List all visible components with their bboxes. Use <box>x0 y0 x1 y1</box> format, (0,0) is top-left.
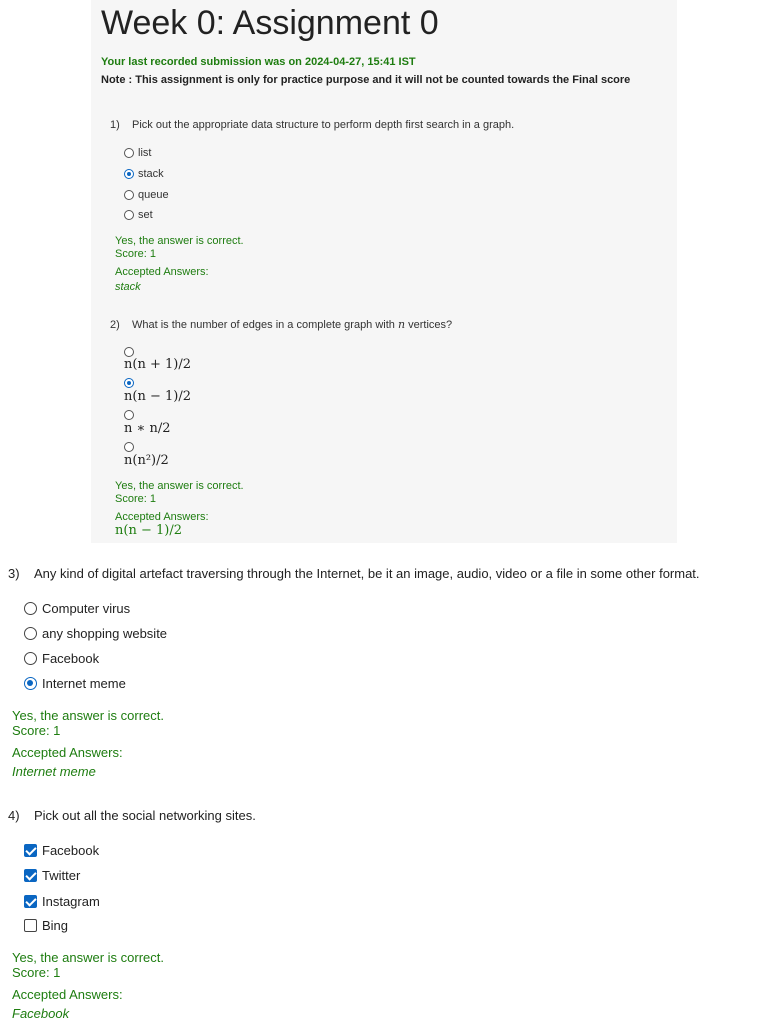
q2-radio-3[interactable] <box>124 410 134 420</box>
q2-option-4-formula: n(n²)/2 <box>124 453 169 468</box>
radio-button[interactable] <box>124 210 134 220</box>
q1-feedback: Yes, the answer is correct. <box>115 235 244 247</box>
q3-accepted-value: Internet meme <box>12 764 96 779</box>
question-2-text: What is the number of edges in a complete graph with <box>132 319 395 331</box>
option-label: any shopping website <box>42 626 168 641</box>
question-3 <box>8 566 700 581</box>
checkbox-checked[interactable] <box>24 869 37 882</box>
q2-radio-4[interactable] <box>124 442 134 452</box>
question-2-var: n <box>397 318 406 331</box>
radio-button-selected[interactable] <box>24 677 37 690</box>
checkbox-checked[interactable] <box>24 844 37 857</box>
option-label: Instagram <box>42 894 100 909</box>
q2-accepted-label: Accepted Answers: <box>115 511 209 523</box>
q1-option-set[interactable] <box>124 209 153 221</box>
q4-accepted-value: Facebook <box>12 1006 70 1021</box>
question-3-text: Any kind of digital artefact traversing through the Internet, be it an image, audio, video or a file in some other format. <box>34 566 700 581</box>
q1-option-list[interactable] <box>124 147 151 159</box>
q2-option-1-formula: n(n + 1)/2 <box>124 357 191 372</box>
radio-button[interactable] <box>24 627 37 640</box>
q3-option-internet-meme[interactable] <box>24 676 126 691</box>
option-label: list <box>138 147 152 159</box>
option-label: Facebook <box>42 843 100 858</box>
checkbox[interactable] <box>24 919 37 932</box>
q4-score: Score: 1 <box>12 965 61 980</box>
option-label: Twitter <box>42 868 81 883</box>
q2-option-3-formula: n ∗ n/2 <box>124 421 171 436</box>
q4-accepted-label: Accepted Answers: <box>12 987 123 1002</box>
q4-option-instagram[interactable] <box>24 894 100 909</box>
q2-feedback: Yes, the answer is correct. <box>115 480 244 492</box>
option-label: stack <box>138 168 164 180</box>
q2-radio-2-selected[interactable] <box>124 378 134 388</box>
q3-option-facebook[interactable] <box>24 651 99 666</box>
q2-accepted-value: n(n − 1)/2 <box>115 523 182 538</box>
question-2-number: 2) <box>110 319 120 331</box>
checkbox-checked[interactable] <box>24 895 37 908</box>
radio-button[interactable] <box>124 190 134 200</box>
q1-accepted-label: Accepted Answers: <box>115 266 209 278</box>
q1-option-stack[interactable] <box>124 168 164 180</box>
question-1-text: Pick out the appropriate data structure to perform depth first search in a graph. <box>132 119 515 131</box>
assignment-panel <box>91 0 677 543</box>
q4-option-bing[interactable] <box>24 918 68 933</box>
practice-note: Note : This assignment is only for practice purpose and it will not be counted towards the Final score <box>101 74 631 86</box>
option-label: set <box>138 209 153 221</box>
radio-button[interactable] <box>124 148 134 158</box>
option-label: Internet meme <box>42 676 126 691</box>
question-3-number: 3) <box>8 566 20 581</box>
q3-score: Score: 1 <box>12 723 61 738</box>
option-label: queue <box>138 189 169 201</box>
submission-status: Your last recorded submission was on 2024-04-27, 15:41 IST <box>101 56 416 68</box>
question-4-text: Pick out all the social networking sites. <box>34 808 256 823</box>
q3-accepted-label: Accepted Answers: <box>12 745 123 760</box>
q3-option-shopping-website[interactable] <box>24 626 167 641</box>
option-label: Facebook <box>42 651 100 666</box>
q1-score: Score: 1 <box>115 248 156 260</box>
radio-button-selected[interactable] <box>124 169 134 179</box>
q4-option-twitter[interactable] <box>24 868 80 883</box>
q4-feedback: Yes, the answer is correct. <box>12 950 164 965</box>
q2-radio-1[interactable] <box>124 347 134 357</box>
q3-option-computer-virus[interactable] <box>24 601 130 616</box>
question-1 <box>110 119 514 131</box>
radio-button[interactable] <box>24 602 37 615</box>
q2-score: Score: 1 <box>115 493 156 505</box>
page-title: Week 0: Assignment 0 <box>101 4 439 42</box>
option-label: Bing <box>42 918 69 933</box>
question-2-text-end: vertices? <box>408 319 453 331</box>
question-4-number: 4) <box>8 808 20 823</box>
q1-accepted-value: stack <box>115 281 141 293</box>
option-label: Computer virus <box>42 601 131 616</box>
question-2 <box>110 318 452 331</box>
question-4 <box>8 808 256 823</box>
question-1-number: 1) <box>110 119 120 131</box>
radio-button[interactable] <box>24 652 37 665</box>
q2-option-2-formula: n(n − 1)/2 <box>124 389 191 404</box>
q1-option-queue[interactable] <box>124 189 169 201</box>
q4-option-facebook[interactable] <box>24 843 99 858</box>
q3-feedback: Yes, the answer is correct. <box>12 708 164 723</box>
